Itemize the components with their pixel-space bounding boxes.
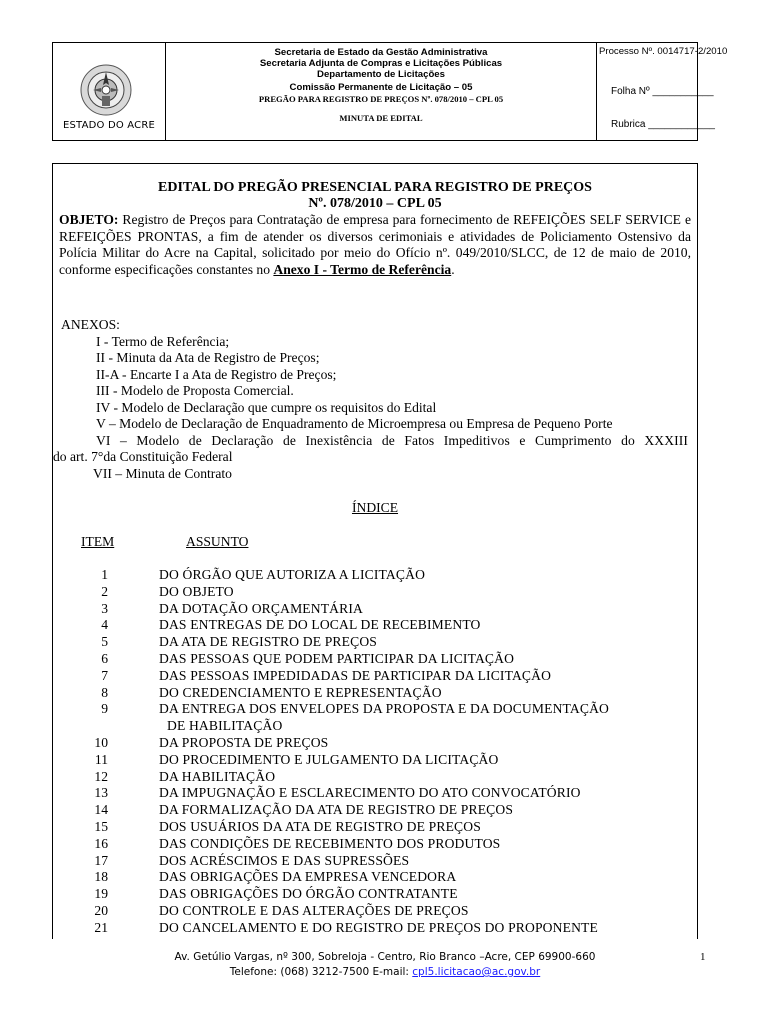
footer-phone: Telefone: (068) 3212-7500 E-mail: <box>229 966 413 978</box>
index-item-number: 2 <box>101 583 108 599</box>
objeto-paragraph <box>59 212 691 278</box>
index-item-number: 19 <box>94 886 108 902</box>
anexo-item: II - Minuta da Ata de Registro de Preços; <box>96 350 320 365</box>
anexo-item: II-A - Encarte I a Ata de Registro de Preços; <box>96 367 337 382</box>
index-item-subject: DO PROCEDIMENTO E JULGAMENTO DA LICITAÇÃO <box>159 751 499 767</box>
index-item-subject: DO CONTROLE E DAS ALTERAÇÕES DE PREÇOS <box>159 903 469 918</box>
index-item-number: 14 <box>94 802 108 818</box>
objeto-label: OBJETO: <box>59 212 119 227</box>
processo-number: Processo Nº. 0014717-2/2010 <box>599 46 728 57</box>
index-item-subject: DOS ACRÉSCIMOS E DAS SUPRESSÕES <box>159 852 410 868</box>
document-body <box>52 163 698 939</box>
index-item-number: 17 <box>94 852 108 868</box>
index-item-subject: DA ATA DE REGISTRO DE PREÇOS <box>159 634 377 650</box>
index-item-subject: DAS OBRIGAÇÕES DA EMPRESA VENCEDORA <box>159 869 457 885</box>
footer-email-link[interactable]: cpl5.licitacao@ac.gov.br <box>412 966 541 978</box>
col-item-header: ITEM <box>81 534 115 549</box>
index-item-subject: DO ÓRGÃO QUE AUTORIZA A LICITAÇÃO <box>159 567 426 582</box>
objeto-end: . <box>451 261 455 277</box>
index-item-number: 15 <box>94 819 108 834</box>
index-item-number: 16 <box>94 835 108 851</box>
anexo-item: IV - Modelo de Declaração que cumpre os requisitos do Edital <box>96 400 437 415</box>
index-item-number: 11 <box>94 751 108 767</box>
anexo-item: V – Modelo de Declaração de Enquadramento de Microempresa ou Empresa de Pequeno Porte <box>96 416 613 431</box>
header-process-cell <box>597 43 728 140</box>
document-header <box>52 42 728 141</box>
index-item-subject: DA DOTAÇÃO ORÇAMENTÁRIA <box>159 600 364 616</box>
index-item-subject: DO CREDENCIAMENTO E REPRESENTAÇÃO <box>159 684 442 700</box>
page-number: 1 <box>700 951 706 963</box>
index-item-subject: DAS ENTREGAS DE DO LOCAL DE RECEBIMENTO <box>159 617 481 633</box>
edital-title: EDITAL DO PREGÃO PRESENCIAL PARA REGISTRO DE PREÇOS <box>158 180 592 195</box>
index-item-subject: DA PROPOSTA DE PREÇOS <box>159 735 329 750</box>
col-assunto-header: ASSUNTO <box>186 534 249 549</box>
index-item-subject-cont: DE HABILITAÇÃO <box>167 718 283 734</box>
header-line-4: Comissão Permanente de Licitação – 05 <box>289 82 473 93</box>
header-line-2: Secretaria Adjunta de Compras e Licitações Públicas <box>259 58 503 69</box>
header-line-5: PREGÃO PARA REGISTRO DE PREÇOS Nº. 078/2010 – CPL 05 <box>258 94 504 104</box>
footer-address: Av. Getúlio Vargas, nº 300, Sobreloja - Centro, Rio Branco –Acre, CEP 69900-660 <box>174 951 596 963</box>
index-item-number: 13 <box>94 785 108 801</box>
index-item-subject: DA FORMALIZAÇÃO DA ATA DE REGISTRO DE PREÇOS <box>159 802 514 818</box>
index-item-number: 18 <box>94 869 108 885</box>
anexo-reference: Anexo I - Termo de Referência <box>273 261 452 277</box>
index-item-number: 8 <box>101 684 108 700</box>
index-item-subject: DAS PESSOAS IMPEDIDADAS DE PARTICIPAR DA LICITAÇÃO <box>159 667 552 683</box>
rubrica-field: Rubrica ____________ <box>611 119 715 130</box>
anexo-item: VII – Minuta de Contrato <box>93 466 232 481</box>
state-label: ESTADO DO ACRE <box>62 120 156 131</box>
objeto-text: Registro de Preços para Contratação de empresa para fornecimento de REFEIÇÕES SELF SERVICE e REFEIÇÕES PRONTAS, a fim de atender os diversos cerimoniais e atividades de Policiamento Ostensivo da Polícia Militar do Acre na Capital, solicitado por meio do Ofício nº. 049/2010/SLCC, de 12 de maio de 2010, conforme especificações constantes no <box>59 212 691 277</box>
index-item-subject: DAS CONDIÇÕES DE RECEBIMENTO DOS PRODUTOS <box>159 835 501 851</box>
index-item-subject: DAS OBRIGAÇÕES DO ÓRGÃO CONTRATANTE <box>159 886 458 902</box>
anexo-item: I - Termo de Referência; <box>96 334 230 349</box>
anexo-item: III - Modelo de Proposta Comercial. <box>96 383 294 398</box>
header-title-cell <box>166 43 597 140</box>
index-item-subject: DOS USUÁRIOS DA ATA DE REGISTRO DE PREÇOS <box>159 819 481 834</box>
index-item-number: 20 <box>94 903 108 918</box>
index-item-subject: DA HABILITAÇÃO <box>159 768 276 784</box>
edital-number: Nº. 078/2010 – CPL 05 <box>308 196 442 211</box>
index-item-number: 4 <box>101 617 108 633</box>
anexos-label: ANEXOS: <box>61 317 120 332</box>
index-item-number: 10 <box>94 735 108 750</box>
indice-heading: ÍNDICE <box>351 500 399 515</box>
footer-contact <box>0 966 770 978</box>
index-item-number: 1 <box>101 567 108 582</box>
index-item-number: 21 <box>94 919 108 935</box>
anexo-item: VI – Modelo de Declaração de Inexistência de Fatos Impeditivos e Cumprimento do XXXIII <box>96 433 688 448</box>
index-item-number: 9 <box>101 701 108 717</box>
index-item-number: 12 <box>94 768 108 784</box>
header-line-3: Departamento de Licitações <box>317 69 445 80</box>
index-item-number: 5 <box>101 634 108 650</box>
header-line-6: MINUTA DE EDITAL <box>339 113 423 123</box>
header-line-1: Secretaria de Estado da Gestão Administrativa <box>274 47 488 58</box>
anexo-item-cont: do art. 7°da Constituição Federal <box>53 449 233 464</box>
index-item-subject: DO OBJETO <box>159 583 234 599</box>
index-item-subject: DAS PESSOAS QUE PODEM PARTICIPAR DA LICITAÇÃO <box>159 651 515 666</box>
index-item-subject: DO CANCELAMENTO E DO REGISTRO DE PREÇOS DO PROPONENTE <box>159 919 598 935</box>
index-item-number: 7 <box>101 667 108 683</box>
header-logo-cell <box>53 43 166 140</box>
index-item-number: 3 <box>101 600 108 616</box>
state-seal-icon <box>79 63 133 117</box>
folha-field: Folha Nº ___________ <box>611 86 714 97</box>
index-item-subject: DA ENTREGA DOS ENVELOPES DA PROPOSTA E DA DOCUMENTAÇÃO <box>159 701 610 717</box>
index-item-number: 6 <box>101 651 108 666</box>
index-item-subject: DA IMPUGNAÇÃO E ESCLARECIMENTO DO ATO CONVOCATÓRIO <box>159 785 581 801</box>
